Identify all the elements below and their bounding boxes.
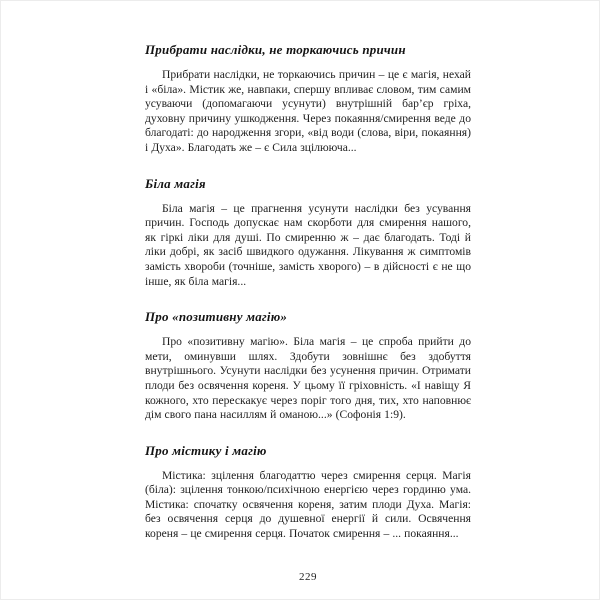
section-heading: Прибрати наслідки, не торкаючись причин bbox=[145, 42, 406, 57]
section-heading: Про «позитивну магію» bbox=[145, 309, 288, 325]
section-remove-consequences bbox=[145, 42, 471, 156]
section-mysticism-and-magic bbox=[145, 443, 471, 542]
section-white-magic bbox=[145, 176, 471, 290]
section-positive-magic bbox=[145, 309, 471, 423]
section-heading: Біла магія bbox=[145, 175, 206, 191]
page-number: 229 bbox=[299, 571, 317, 583]
section-heading: Про містику і магію bbox=[145, 442, 267, 458]
section-paragraph: Прибрати наслідки, не торкаючись причин – це є магія, нехай і «біла». Містик же, навпаки, спершу впливає словом, тим самим усуваючи (допомагаючи усунути) внутрішній бар’єр гріха, духовну причину ушкодження. Через покаяння/смирення веде до благодаті: до народження згори, «від води (слова, віри, покаяння) і Духа». Благодать же – є Сила зцілююча... bbox=[145, 68, 471, 154]
page-content bbox=[145, 42, 471, 542]
section-paragraph: Біла магія – це прагнення усунути наслідки без усування причин. Господь допускає нам скорботи для смирення нашого, як гіркі ліки для душі. По смиренню ж – дає благодать. Тоді й ліки добрі, як засіб швидкого одужання. Лікування ж симптомів замість хвороби (точніше, замість хворого) – в дійсності є не що інше, як біла магія... bbox=[145, 201, 471, 288]
section-paragraph: Про «позитивну магію». Біла магія – це спроба прийти до мети, оминувши шлях. Здобути зовнішнє без здобуття внутрішнього. Усунути наслідки без усунення причин. Отримати плоди без освячення кореня. У цьому її гріховність. «І навіщу Я кожного, хто перескакує через поріг того дня, тих, хто наповнює дім свого пана насиллям й оманою...» (Софонія 1:9). bbox=[145, 335, 471, 422]
section-paragraph: Містика: зцілення благодаттю через смирення серця. Магія (біла): зцілення тонкою/психічною енергією через гординю ума. Містика: спочатку освячення кореня, затим плоди Духа. Магія: без освячення серця до душевної енергії й сили. Освячення кореня – це смирення серця. Початок смирення – ... покаяння... bbox=[145, 468, 471, 541]
